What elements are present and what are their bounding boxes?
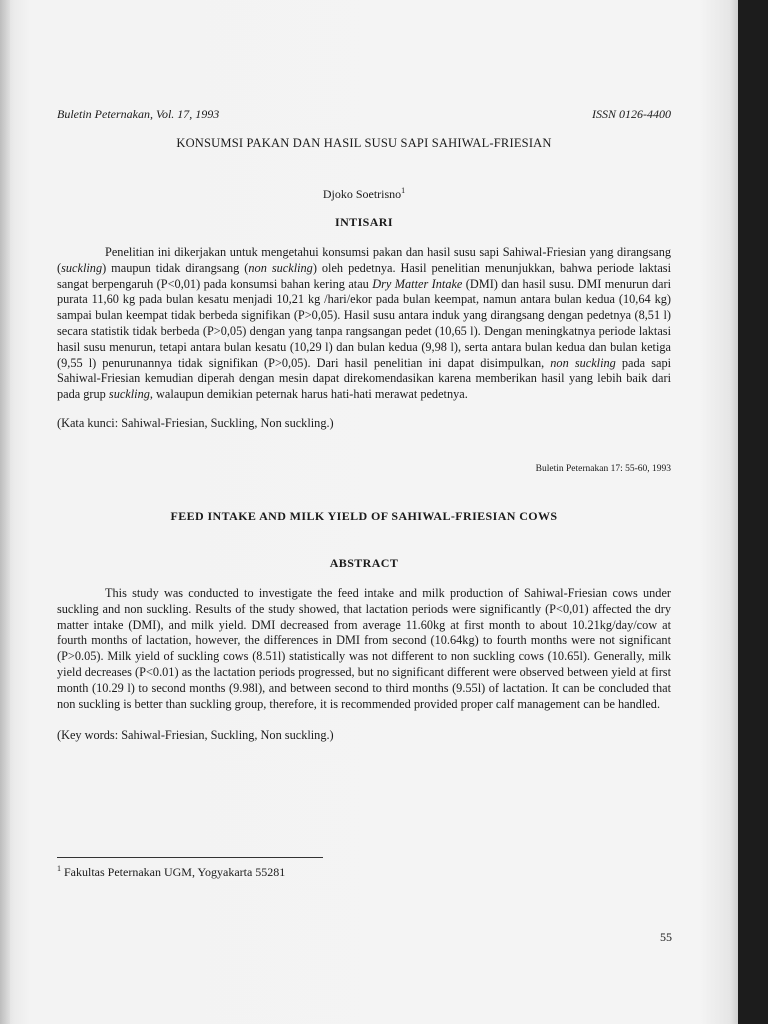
author-footnote-mark: 1 (401, 186, 406, 195)
abstract-keywords: (Key words: Sahiwal-Friesian, Suckling, Non suckling.) (57, 728, 334, 742)
intisari-text: , walaupun demikian peternak harus hati-hati merawat pedetnya. (149, 387, 468, 402)
intisari-text: pada sapi Sahiwal-Friesian kemudian diperah dengan mesin dapat direkomendasikan karena memberikan hasil yang lebih baik dari pada grup (57, 355, 672, 402)
author-line (57, 186, 671, 202)
citation-line: Buletin Peternakan 17: 55-60, 1993 (535, 464, 671, 474)
footnote-text: Fakultas Peternakan UGM, Yogyakarta 55281 (64, 865, 286, 879)
intisari-text: ) maupun tidak dirangsang ( (102, 260, 249, 275)
page-number: 55 (660, 930, 672, 944)
intisari-italic: suckling (61, 260, 103, 275)
abstract-body: This study was conducted to investigate the feed intake and milk production of Sahiwal-Friesian cows under suckling and non suckling. Results of the study showed, that lactation periods were significantly (P<0,01) affected the dry matter intake (DMI), and milk yield. DMI decreased from average 11.60kg at first month to about 10.21kg/day/cow at fourth months of lactation, however, the differences in DMI from second (10.64kg) to fourth months were not significant (P>0.05). Milk yield of suckling cows (8.51l) statistically was not different to non suckling cows (10.65l). Generally, milk yield decreases (P<0.01) as the lactation periods progressed, but no significant different were observed between yield at first month (10.29 l) to second months (9.98l), and between second to third months (9.55l) of lactation. It can be concluded that non suckling is better than suckling group, therefore, it is recommended provided proper calf management can be handled. (57, 586, 671, 711)
page-gutter-shadow (0, 0, 10, 1024)
intisari-italic: non suckling (248, 260, 313, 275)
intisari-italic: suckling (108, 387, 150, 402)
intisari-italic: non suckling (550, 355, 616, 370)
abstract-heading: ABSTRACT (329, 556, 399, 570)
author-name: Djoko Soetrisno (322, 187, 402, 201)
footnote-mark: 1 (57, 864, 61, 873)
intisari-text: Penelitian ini dikerjakan untuk mengetahui konsumsi pakan dan hasil susu sapi Sahiwal-Friesian yang dirangsang ( (57, 245, 671, 275)
intisari-heading: INTISARI (335, 215, 393, 229)
footnote (57, 864, 285, 880)
intisari-text: (DMI) dan hasil susu. DMI menurun dari purata 11,60 kg pada bulan kesatu menjadi 10,21 kg /hari/ekor pada bulan keempat, namun antara bulan kedua (10,64 kg) sampai bulan keempat tidak berbeda signifikan (P>0,05). Hasil susu antara induk yang dirangsang dengan pedetnya (8,51 l) secara statistik tidak berbeda (P>0,05) dengan yang tanpa rangsangan pedet (10,65 l). Dengan meningkatnya periode laktasi hasil susu menurun, tetapi antara bulan kesatu (10,29 l) dan bulan kedua (9,98 l), serta antara bulan kedua dan bulan ketiga (9,55 l) penurunannya tidak signifikan (P>0,05). Dari hasil penelitian ini dapat disimpulkan, (57, 276, 672, 370)
intisari-text: ) oleh pedetnya. Hasil penelitian menunjukkan, bahwa periode laktasi sangat berpengaruh (P<0,01) pada konsumsi bahan kering atau (57, 260, 671, 291)
article-title-indonesian: KONSUMSI PAKAN DAN HASIL SUSU SAPI SAHIWAL-FRIESIAN (176, 136, 552, 150)
intisari-body (57, 245, 671, 403)
intisari-italic: Dry Matter Intake (372, 276, 463, 291)
intisari-keywords: (Kata kunci: Sahiwal-Friesian, Suckling, Non suckling.) (57, 416, 334, 430)
article-title-english: FEED INTAKE AND MILK YIELD OF SAHIWAL-FRIESIAN COWS (170, 509, 558, 523)
footnote-rule (57, 857, 323, 858)
journal-name: Buletin Peternakan, Vol. 17, 1993 (57, 107, 220, 121)
issn: ISSN 0126-4400 (592, 107, 671, 121)
